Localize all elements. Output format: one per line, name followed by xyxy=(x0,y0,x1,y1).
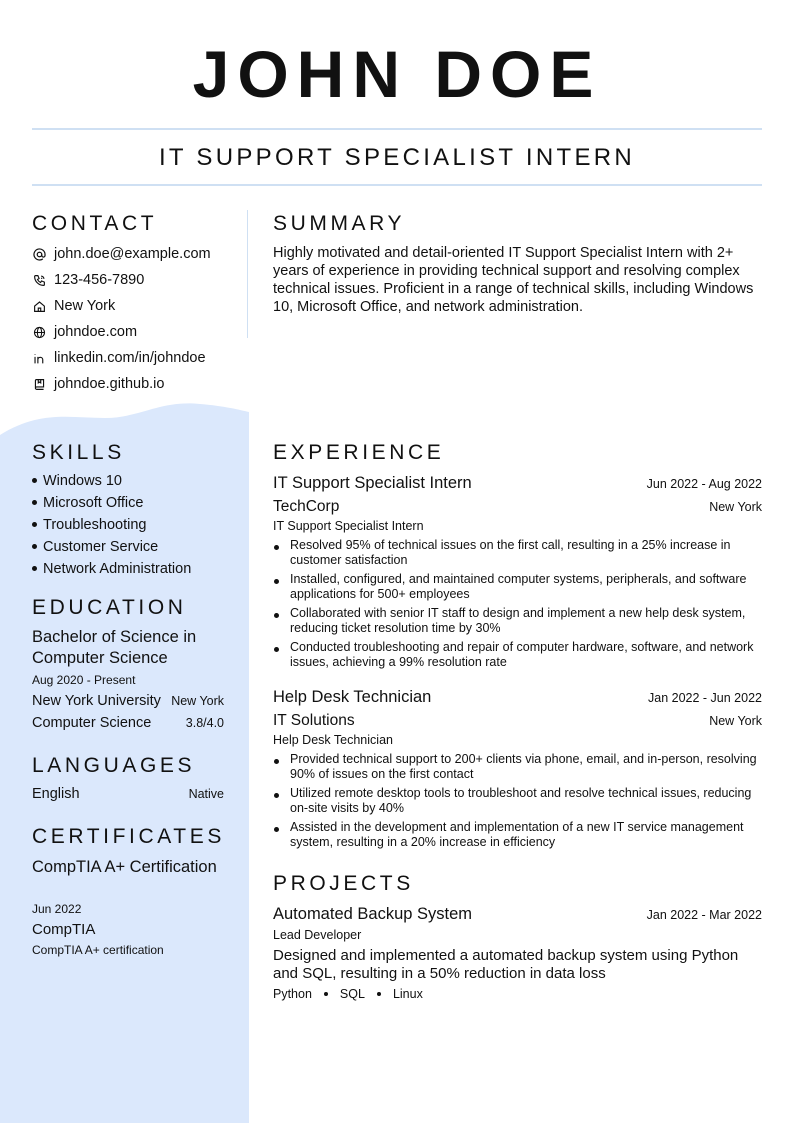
tech-tag: Linux xyxy=(392,987,423,1001)
job-location: New York xyxy=(709,500,762,514)
project-dates: Jan 2022 - Mar 2022 xyxy=(646,908,762,922)
job-header xyxy=(273,688,762,707)
certificate-description: CompTIA A+ certification xyxy=(32,943,164,957)
skills-list xyxy=(32,470,232,580)
contact-github-text: johndoe.github.io xyxy=(54,376,165,392)
github-icon xyxy=(32,377,46,391)
contact-website[interactable] xyxy=(32,319,232,345)
project-description: Designed and implemented a automated backup system using Python and SQL, resulting in a 50% reduction in data loss xyxy=(273,947,739,982)
job-title: IT Support Specialist Intern xyxy=(273,474,472,492)
certificate-date: Jun 2022 xyxy=(32,902,82,916)
list-item: Utilized remote desktop tools to troubleshoot and resolve technical issues, reducing on-site visits by 40% xyxy=(273,786,762,816)
tech-tag: Python xyxy=(273,987,312,1001)
contact-linkedin[interactable] xyxy=(32,345,232,371)
linkedin-icon xyxy=(32,351,46,365)
education-gpa: 3.8/4.0 xyxy=(185,716,224,730)
certificates-heading: CERTIFICATES xyxy=(32,825,225,848)
job-company-row xyxy=(273,498,762,516)
language-row xyxy=(32,786,224,802)
list-item: Customer Service xyxy=(32,536,232,558)
list-item: Troubleshooting xyxy=(32,514,232,536)
languages-heading: LANGUAGES xyxy=(32,754,196,777)
list-item: Installed, configured, and maintained computer systems, peripherals, and software applications for 500+ employees xyxy=(273,572,762,602)
job-location: New York xyxy=(709,714,762,728)
summary-text: Highly motivated and detail-oriented IT Support Specialist Intern with 2+ years of experience in providing technical support and resolving complex technical issues. Proficient in a range of technical skills, including Windows 10, Microsoft Office, and network administration. xyxy=(273,245,754,315)
contact-location xyxy=(32,293,232,319)
education-school-row xyxy=(32,693,224,709)
list-item: Resolved 95% of technical issues on the first call, resulting in a 25% increase in customer satisfaction xyxy=(273,538,762,568)
header-rule-top xyxy=(32,128,762,130)
job-title: Help Desk Technician xyxy=(273,688,432,706)
contact-heading: CONTACT xyxy=(32,212,158,235)
project-name: Automated Backup System xyxy=(273,905,473,923)
globe-icon xyxy=(32,325,46,339)
skills-heading: SKILLS xyxy=(32,441,125,464)
list-item: Microsoft Office xyxy=(32,492,232,514)
job-bullets xyxy=(273,538,762,674)
contact-phone[interactable] xyxy=(32,267,232,293)
list-item: Collaborated with senior IT staff to design and implement a new help desk system, reducing ticket resolution time by 30% xyxy=(273,606,762,636)
education-school: New York University xyxy=(32,693,161,709)
summary-heading: SUMMARY xyxy=(273,212,406,235)
list-item: Assisted in the development and implementation of a new IT service management system, resulting in a 20% increase in efficiency xyxy=(273,820,762,850)
list-item: Network Administration xyxy=(32,558,232,580)
contact-list xyxy=(32,241,232,397)
experience-heading: EXPERIENCE xyxy=(273,441,445,464)
contact-website-text: johndoe.com xyxy=(54,324,138,340)
language-level: Native xyxy=(188,787,224,801)
project-header xyxy=(273,905,762,924)
job-company-row xyxy=(273,712,762,730)
candidate-name: JOHN DOE xyxy=(192,37,602,111)
contact-github[interactable] xyxy=(32,371,232,397)
target-job-title: IT SUPPORT SPECIALIST INTERN xyxy=(158,144,636,171)
job-company: TechCorp xyxy=(273,498,340,515)
language-name: English xyxy=(32,786,80,802)
job-dates: Jun 2022 - Aug 2022 xyxy=(646,477,762,491)
job-dates: Jan 2022 - Jun 2022 xyxy=(648,691,762,705)
education-heading: EDUCATION xyxy=(32,596,187,619)
contact-phone-text: 123-456-7890 xyxy=(54,272,145,288)
job-company: IT Solutions xyxy=(273,712,355,729)
header-rule-bottom xyxy=(32,184,762,186)
education-field-row xyxy=(32,715,224,731)
contact-location-text: New York xyxy=(54,298,116,314)
job-bullets xyxy=(273,752,762,854)
job-role: Help Desk Technician xyxy=(273,733,393,747)
column-divider xyxy=(247,210,248,338)
contact-email[interactable] xyxy=(32,241,232,267)
project-tech xyxy=(273,987,423,1001)
education-location: New York xyxy=(171,694,224,708)
tech-tag: SQL xyxy=(339,987,365,1001)
contact-email-text: john.doe@example.com xyxy=(54,246,211,262)
job-role: IT Support Specialist Intern xyxy=(273,519,424,533)
education-dates: Aug 2020 - Present xyxy=(32,673,136,687)
home-icon xyxy=(32,299,46,313)
education-field: Computer Science xyxy=(32,715,152,731)
list-item: Provided technical support to 200+ clients via phone, email, and in-person, resolving 90% of issues on the first contact xyxy=(273,752,762,782)
project-role: Lead Developer xyxy=(273,928,362,942)
at-icon xyxy=(32,247,46,261)
job-header xyxy=(273,474,762,493)
list-item: Conducted troubleshooting and repair of computer hardware, software, and network issues, achieving a 99% resolution rate xyxy=(273,640,762,670)
education-degree: Bachelor of Science in Computer Science xyxy=(32,628,197,667)
certificate-issuer: CompTIA xyxy=(32,921,96,938)
list-item: Windows 10 xyxy=(32,470,232,492)
contact-linkedin-text: linkedin.com/in/johndoe xyxy=(54,350,206,366)
projects-heading: PROJECTS xyxy=(273,872,414,895)
certificate-name: CompTIA A+ Certification xyxy=(32,858,217,876)
phone-icon xyxy=(32,273,46,287)
